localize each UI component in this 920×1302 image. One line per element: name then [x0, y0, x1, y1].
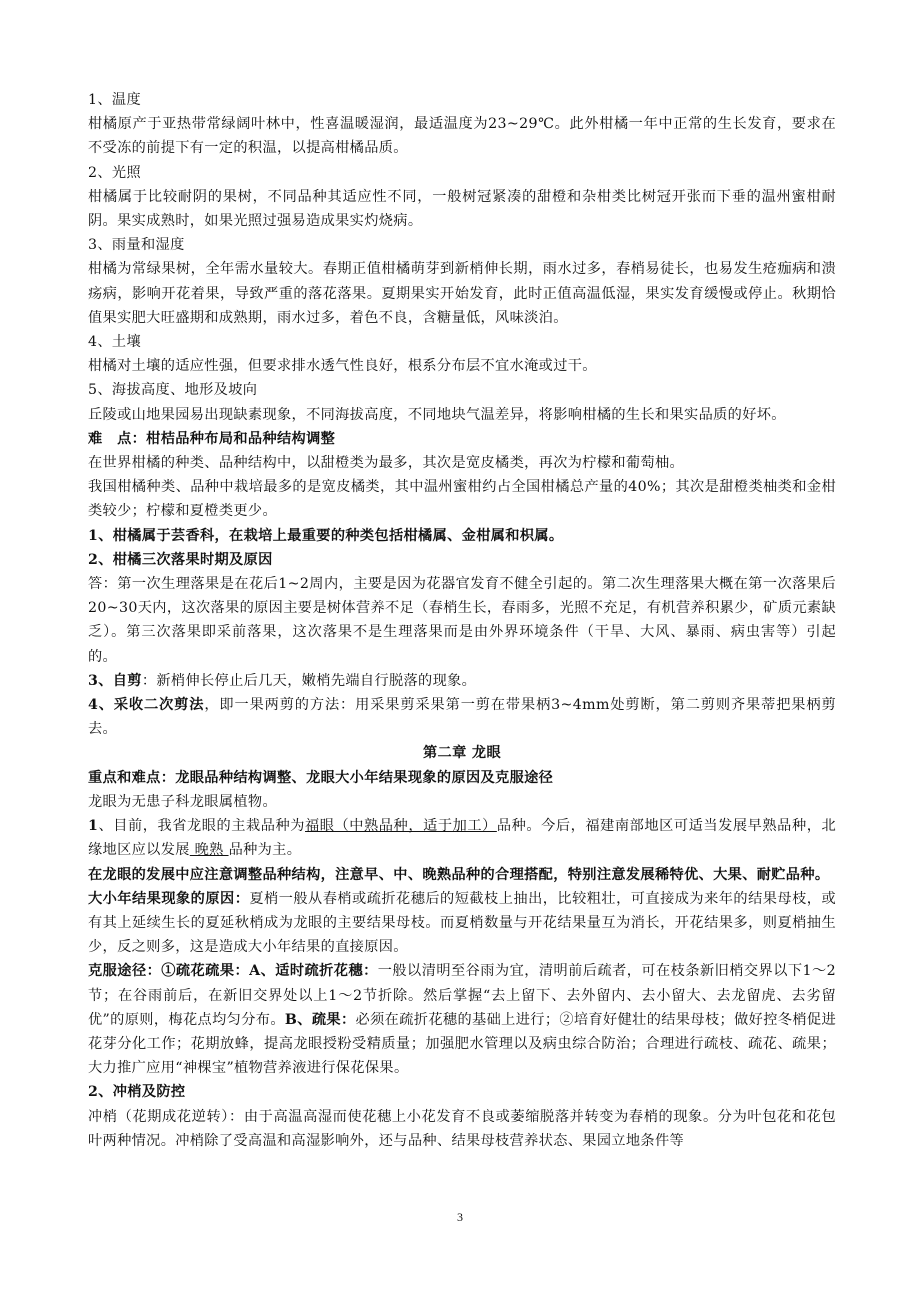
document-body: [88, 88, 836, 1153]
text-run: 必须在疏折花穗的基础上进行；②培育好健壮的结果母枝；做好控冬梢促进花芽分化工作；花期放蜂，提高龙眼授粉受精质量；加强肥水管理以及病虫综合防治；合理进行疏枝、疏花、疏果；大力推广应用“神棵宝”植物营养液进行保花保果。: [88, 1011, 836, 1077]
page-number: 3: [457, 1210, 463, 1224]
text-run: 夏梢一般从春梢或疏折花穗后的短截枝上抽出，比较粗壮，可直接成为来年的结果母枝，或有其上延续生长的夏延秋梢成为龙眼的主要结果母枝。而夏梢数量与开花结果量互为消长，开花结果多，则夏梢抽生少，反之则多，这是造成大小年结果的直接原因。: [88, 890, 836, 956]
text-block: [88, 790, 836, 814]
text-block: [88, 330, 836, 354]
paragraph: 柑橘为常绿果树，全年需水量较大。春期正值柑橘萌芽到新梢伸长期，雨水过多，春梢易徒长，也易发生疮痂病和溃疡病，影响开花着果，导致严重的落花落果。夏期果实开始发育，此时正值高温低湿，果实发育缓慢或停止。秋期恰值果实肥大旺盛期和成熟期，雨水过多，着色不良，含糖量低，风味淡泊。: [88, 261, 836, 326]
varieties-paragraph: [88, 814, 836, 862]
text-block: [88, 669, 836, 693]
text-run: 、目前，我省龙眼的主栽品种为: [98, 818, 306, 835]
paragraph: 冲梢（花期成花逆转）：由于高温高湿而使花穗上小花发育不良或萎缩脱落并转变为春梢的现象。分为叶包花和花包叶两种情况。冲梢除了受高温和高湿影响外，还与品种、结果母枝营养状态、果园立地条件等: [88, 1108, 836, 1149]
text-block: [88, 427, 836, 451]
paragraph: 在世界柑橘的种类、品种结构中，以甜橙类为最多，其次是宽皮橘类，再次为柠檬和葡萄柚。: [88, 455, 685, 472]
text-block: [88, 814, 836, 862]
difficulty-heading: 难 点：柑桔品种布局和品种结构调整: [88, 430, 336, 447]
text-block: [88, 378, 836, 402]
paragraph: 柑橘原产于亚热带常绿阔叶林中，性喜温暖湿润，最适温度为23~29℃。此外柑橘一年中正常的生长发育，要求在不受冻的前提下有一定的积温，以提高柑橘品质。: [88, 116, 836, 157]
text-block: [88, 161, 836, 185]
text-block: [88, 88, 836, 112]
text-run: 品种。今后，福建南部地区可适当发展早熟品种，北缘地区应以发展: [88, 818, 836, 859]
text-block: [88, 548, 836, 572]
bold-point: 2、柑橘三次落果时期及原因: [88, 551, 273, 568]
text-block: [88, 959, 836, 1080]
text-block: [88, 1080, 836, 1104]
definition: ，即一果两剪的方法：用采果剪采果第一剪在带果柄3~4mm处剪断，第二剪则齐果蒂把果柄剪去。: [88, 697, 836, 738]
answer-paragraph: 答：第一次生理落果是在花后1~2周内，主要是因为花器官发育不健全引起的。第二次生理落果大概在第一次落果后20~30天内，这次落果的原因主要是树体营养不足（春梢生长，春雨多，光照不充足，有机营养积累少，矿质元素缺乏）。第三次落果即采前落果，这次落果不是生理落果而是由外界环境条件（干旱、大风、暴雨、病虫害等）引起的。: [88, 576, 836, 665]
text-block: [88, 863, 836, 887]
overcoming-approach: [88, 959, 836, 1080]
item-number: 1: [88, 818, 99, 835]
term: 大小年结果现象的原因：: [88, 890, 250, 907]
term: 克服途径：①疏花疏果：A、适时疏折花穗：: [88, 963, 378, 980]
text-block: [88, 233, 836, 257]
paragraph: 我国柑橘种类、品种中栽培最多的是宽皮橘类，其中温州蜜柑约占全国柑橘总产量的40%；其次是甜橙类柚类和金柑类较少；柠檬和夏橙类更少。: [88, 479, 836, 520]
term: 3、自剪: [88, 672, 142, 689]
text-block: [88, 112, 836, 160]
heading-soil: 4、土壤: [88, 334, 141, 351]
alternate-bearing-cause: [88, 887, 836, 960]
bold-point: 1、柑橘属于芸香科，在栽培上最重要的种类包括柑橘属、金柑属和枳属。: [88, 527, 564, 544]
bold-paragraph: 在龙眼的发展中应注意调整品种结构，注意早、中、晚熟品种的合理搭配，特别注意发展稀特优、大果、耐贮品种。: [88, 866, 830, 883]
text-block: [88, 185, 836, 233]
paragraph: 柑橘对土壤的适应性强，但要求排水透气性良好，根系分布层不宜水淹或过干。: [88, 358, 597, 375]
term: B、疏果：: [284, 1011, 356, 1028]
text-run: 一般以清明至谷雨为宜，清明前后疏者，可在枝条新旧梢交界以下1～2节；在谷雨前后，在新旧交界处以上1～2节折除。然后掌握“去上留下、去外留内、去小留大、去龙留虎、去劣留优”的原则，梅花点均匀分布。: [88, 963, 836, 1028]
text-block: [88, 741, 836, 765]
paragraph: 柑橘属于比较耐阴的果树，不同品种其适应性不同，一般树冠紧凑的甜橙和杂柑类比树冠开张而下垂的温州蜜柑耐阴。果实成熟时，如果光照过强易造成果实灼烧病。: [88, 188, 836, 230]
paragraph: 丘陵或山地果园易出现缺素现象，不同海拔高度，不同地块气温差异，将影响柑橘的生长和果实品质的好坏。: [88, 406, 786, 423]
heading-temperature: 1、温度: [88, 92, 141, 108]
bold-point: 2、冲梢及防控: [88, 1084, 186, 1101]
text-block: [88, 257, 836, 330]
underlined-answer: 晚熟: [189, 842, 229, 859]
paragraph: 龙眼为无患子科龙眼属植物。: [88, 793, 277, 810]
text-block: [88, 766, 836, 790]
underlined-answer: 福眼（中熟品种，适于加工）: [305, 818, 497, 835]
text-block: [88, 693, 836, 741]
text-run: 品种为主。: [228, 842, 302, 859]
definition: ：新梢伸长停止后几天，嫩梢先端自行脱落的现象。: [141, 672, 477, 689]
heading-altitude: 5、海拔高度、地形及坡向: [88, 382, 258, 399]
text-block: [88, 887, 836, 960]
chapter-title: 第二章 龙眼: [423, 745, 501, 762]
term: 4、采收二次剪法: [88, 697, 205, 714]
key-points-heading: 重点和难点：龙眼品种结构调整、龙眼大小年结果现象的原因及克服途径: [88, 769, 554, 786]
text-block: [88, 475, 836, 523]
definition-double-cut: [88, 693, 836, 741]
text-block: [88, 354, 836, 378]
definition-self-pruning: [88, 669, 836, 693]
heading-light: 2、光照: [88, 164, 141, 181]
text-block: [88, 451, 836, 475]
text-block: [88, 524, 836, 548]
text-block: [88, 1105, 836, 1153]
heading-rainfall: 3、雨量和湿度: [88, 237, 185, 254]
text-block: [88, 572, 836, 669]
text-block: [88, 403, 836, 427]
